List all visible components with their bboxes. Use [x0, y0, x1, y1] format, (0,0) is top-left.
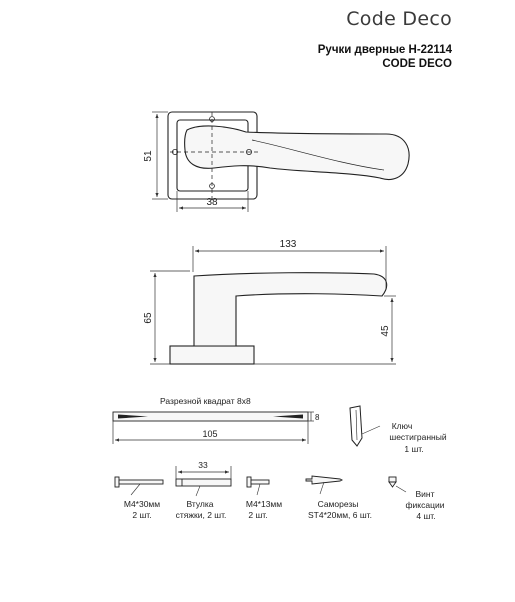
- product-title: Ручки дверные H-22114: [317, 44, 452, 56]
- screw-m4-13-leader: [257, 484, 260, 495]
- set-screw-label-3: 4 шт.: [416, 511, 436, 521]
- sleeve-label-2: стяжки, 2 шт.: [175, 510, 227, 520]
- spindle-drawing: [113, 412, 308, 421]
- screw-m4-30-label-2: 2 шт.: [132, 510, 152, 520]
- sleeve-leader: [196, 486, 200, 496]
- brand-logo-text: Code Deco: [346, 8, 452, 30]
- self-tapping-leader: [320, 482, 324, 494]
- sleeve-label-1: Втулка: [186, 499, 214, 509]
- set-screw-drawing: [389, 477, 396, 487]
- sleeve-drawing: [176, 479, 231, 486]
- self-tapping-label-1: Саморезы: [317, 499, 359, 509]
- dim-label-105: 105: [202, 429, 218, 439]
- handle-side-view: [170, 273, 387, 364]
- screw-m4-30-label-1: М4*30мм: [123, 499, 161, 509]
- dim-label-8: 8: [315, 413, 320, 422]
- set-screw-label-2: фиксации: [405, 500, 445, 510]
- screw-m4-13-label-1: М4*13мм: [245, 499, 283, 509]
- dim-lever-height: [254, 296, 396, 364]
- handle-top-view: [168, 112, 409, 200]
- dim-label-33: 33: [198, 460, 208, 470]
- dim-label-38: 38: [206, 197, 218, 208]
- set-screw-label-1: Винт: [415, 489, 435, 499]
- product-subtitle: CODE DECO: [382, 58, 452, 70]
- dim-label-65: 65: [143, 312, 154, 324]
- lever-top-outline: [185, 126, 409, 180]
- hex-key-leader: [362, 426, 380, 434]
- hex-key-drawing: [350, 406, 362, 446]
- dim-spindle-section: [308, 412, 314, 421]
- dim-rose-height: [152, 112, 168, 199]
- dim-label-133: 133: [279, 239, 297, 250]
- dim-label-51: 51: [143, 150, 154, 162]
- set-screw-leader: [396, 486, 406, 492]
- rose-side-plate: [170, 346, 254, 364]
- dim-label-45: 45: [380, 325, 391, 337]
- hex-key-label-3: 1 шт.: [404, 444, 424, 454]
- lever-side-outline: [194, 273, 387, 346]
- spindle-label: Разрезной квадрат 8х8: [160, 396, 251, 406]
- hex-key-label-1: Ключ: [391, 421, 413, 431]
- hex-key-label-2: шестигранный: [389, 432, 447, 442]
- self-tapping-label-2: ST4*20мм, 6 шт.: [308, 510, 372, 520]
- screw-m4-30-leader: [131, 484, 140, 495]
- screw-m4-13-label-2: 2 шт.: [248, 510, 268, 520]
- screw-m4-13-drawing: [247, 477, 269, 487]
